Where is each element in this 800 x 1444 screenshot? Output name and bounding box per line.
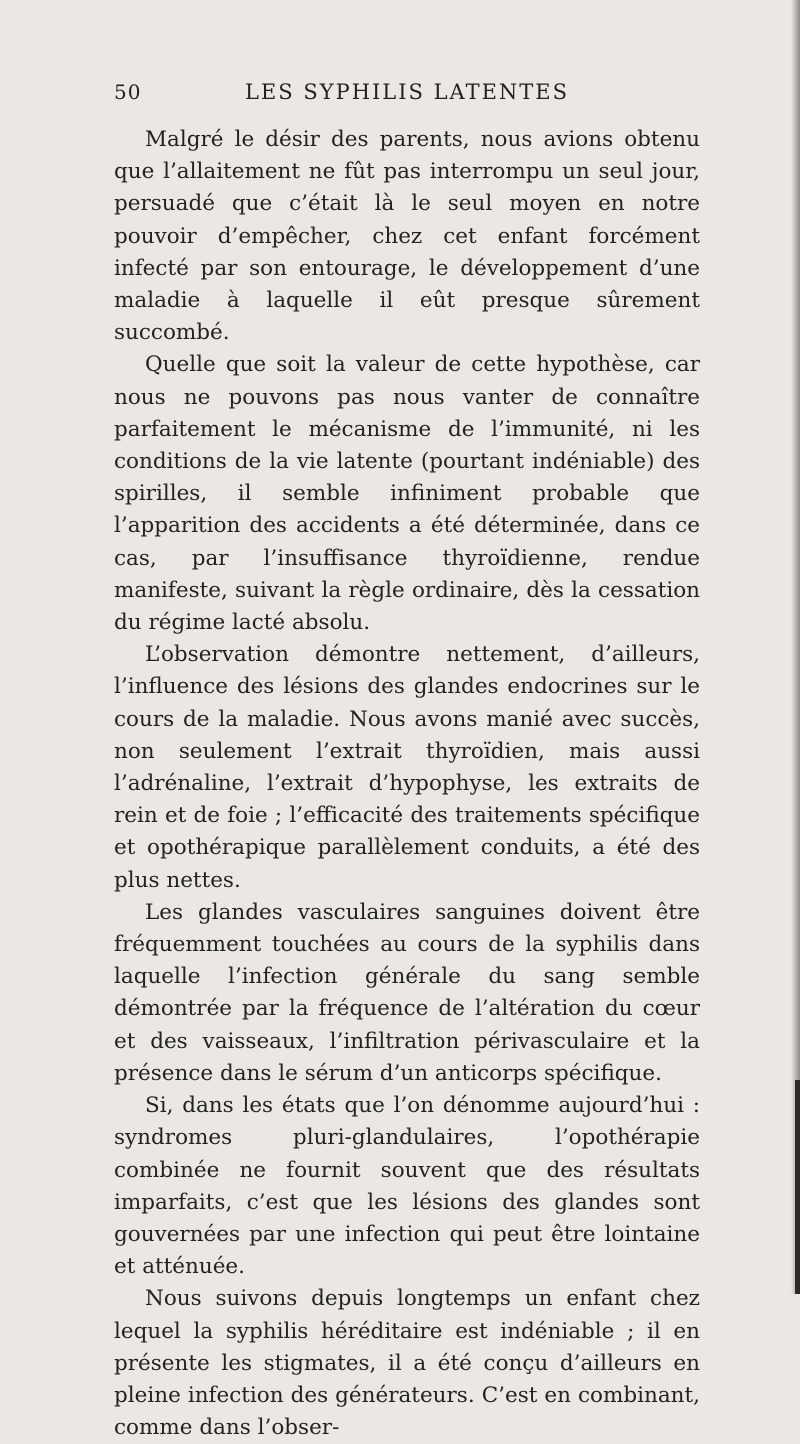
page-header — [114, 80, 700, 110]
paragraph: Quelle que soit la valeur de cette hypothèse, car nous ne pouvons pas nous vanter de connaître parfaitement le mécanisme de l’immunité, ni les conditions de la vie latente (pourtant indéniable) des spirilles, il semble infiniment probable que l’apparition des accidents a été déterminée, dans ce cas, par l’insuffisance thyroïdienne, rendue manifeste, suivant la règle ordinaire, dès la cessation du régime lacté absolu. — [114, 352, 700, 636]
paragraph: Si, dans les états que l’on dénomme aujourd’hui : syndromes pluri-glandulaires, l’opothérapie combinée ne fournit souvent que des résultats imparfaits, c’est que les lésions des glandes sont gouvernées par une infection qui peut être lointaine et atténuée. — [114, 1093, 700, 1280]
page-number: 50 — [114, 80, 142, 104]
paragraph: L’observation démontre nettement, d’ailleurs, l’influence des lésions des glandes endocrines sur le cours de la maladie. Nous avons manié avec succès, non seulement l’extrait thyroïdien, mais aussi l’adrénaline, l’extrait d’hypophyse, les extraits de rein et de foie ; l’efficacité des traitements spécifique et opothérapique parallèlement conduits, a été des plus nettes. — [114, 642, 700, 893]
page-edge-binding — [795, 1080, 800, 1294]
paragraph: Malgré le désir des parents, nous avions obtenu que l’allaitement ne fût pas interrompu un seul jour, persuadé que c’était là le seul moyen en notre pouvoir d’empêcher, chez cet enfant forcément infecté par son entourage, le développement d’une maladie à laquelle il eût presque sûrement succombé. — [114, 127, 700, 346]
body-text — [114, 124, 700, 1444]
running-title: LES SYPHILIS LATENTES — [244, 80, 570, 104]
paragraph: Les glandes vasculaires sanguines doivent être fréquemment touchées au cours de la syphilis dans laquelle l’infection générale du sang semble démontrée par la fréquence de l’altération du cœur et des vaisseaux, l’infiltration périvasculaire et la présence dans le sérum d’un anticorps spécifique. — [114, 899, 700, 1086]
paragraph: Nous suivons depuis longtemps un enfant chez lequel la syphilis héréditaire est indéniable ; il en présente les stigmates, il a été conçu d’ailleurs en pleine infection des générateurs. C’est en combinant, comme dans l’obser- — [114, 1286, 700, 1441]
